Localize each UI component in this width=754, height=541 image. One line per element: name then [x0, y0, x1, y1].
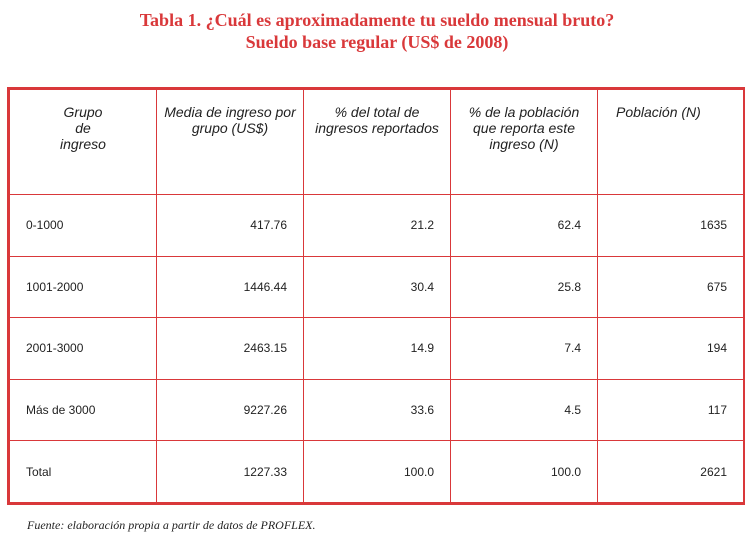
cell-pct-poblacion: 62.4: [451, 195, 598, 257]
cell-grupo: 2001-3000: [10, 318, 157, 380]
header-pct-poblacion: % de la población que reporta este ingreso (N): [451, 90, 598, 195]
cell-pct-ingresos: 30.4: [304, 256, 451, 318]
cell-pct-poblacion: 25.8: [451, 256, 598, 318]
cell-grupo: Total: [10, 441, 157, 503]
cell-media: 417.76: [157, 195, 304, 257]
cell-pct-ingresos: 33.6: [304, 379, 451, 441]
cell-media: 2463.15: [157, 318, 304, 380]
header-poblacion: Población (N): [598, 90, 744, 195]
table-row: [10, 195, 744, 257]
cell-pct-poblacion: 7.4: [451, 318, 598, 380]
header-grupo-ingreso: Grupo de ingreso: [10, 90, 157, 195]
cell-pct-ingresos: 100.0: [304, 441, 451, 503]
cell-grupo: 0-1000: [10, 195, 157, 257]
cell-media: 1446.44: [157, 256, 304, 318]
header-pct-ingresos: % del total de ingresos reportados: [304, 90, 451, 195]
cell-media: 1227.33: [157, 441, 304, 503]
income-table: [9, 89, 744, 503]
cell-pct-poblacion: 100.0: [451, 441, 598, 503]
cell-grupo: Más de 3000: [10, 379, 157, 441]
cell-media: 9227.26: [157, 379, 304, 441]
cell-pct-ingresos: 21.2: [304, 195, 451, 257]
source-note: Fuente: elaboración propia a partir de datos de PROFLEX.: [27, 518, 316, 532]
header-row: [10, 90, 744, 195]
table-row: [10, 256, 744, 318]
cell-grupo: 1001-2000: [10, 256, 157, 318]
table-title: [0, 9, 754, 53]
cell-poblacion: 1635: [598, 195, 744, 257]
table-row: [10, 318, 744, 380]
income-table-container: [7, 87, 745, 505]
cell-poblacion: 675: [598, 256, 744, 318]
cell-poblacion: 194: [598, 318, 744, 380]
cell-pct-poblacion: 4.5: [451, 379, 598, 441]
cell-poblacion: 2621: [598, 441, 744, 503]
table-row: [10, 379, 744, 441]
title-line-1: Tabla 1. ¿Cuál es aproximadamente tu sueldo mensual bruto?: [139, 10, 615, 30]
cell-poblacion: 117: [598, 379, 744, 441]
title-line-2: Sueldo base regular (US$ de 2008): [245, 32, 509, 52]
table-row-total: [10, 441, 744, 503]
cell-pct-ingresos: 14.9: [304, 318, 451, 380]
header-media-ingreso: Media de ingreso por grupo (US$): [157, 90, 304, 195]
